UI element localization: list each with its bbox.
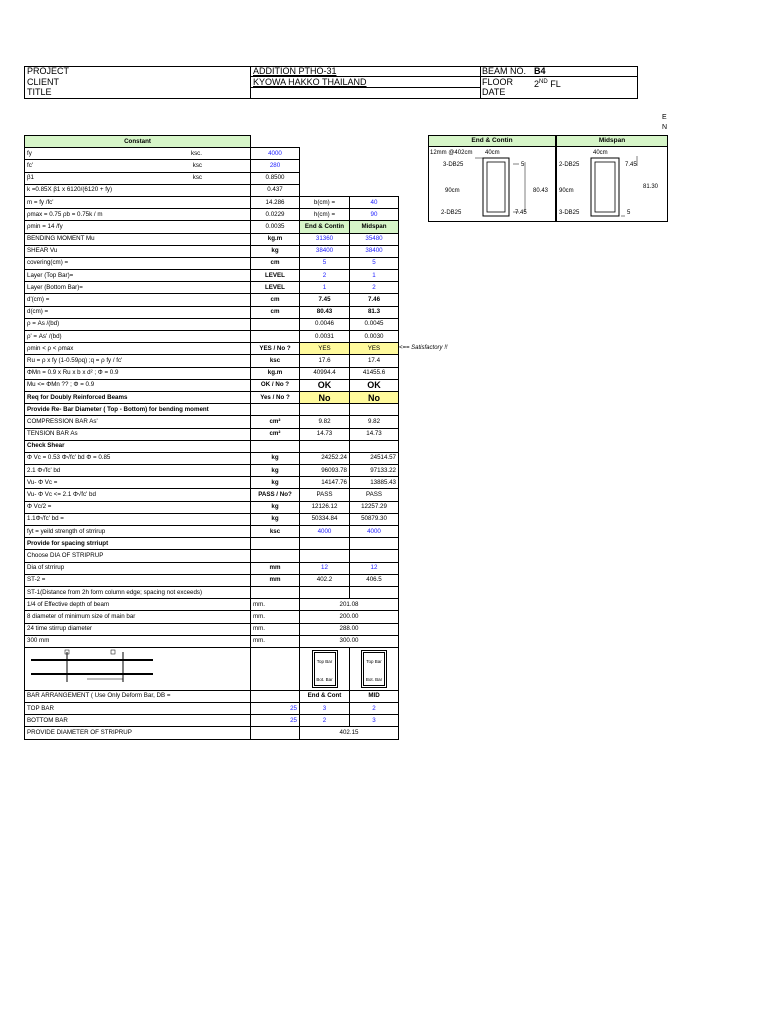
- calc-row: Choose DIA OF STRIPRUP: [25, 550, 399, 562]
- calc-row: SHEAR Vu kg 38400 38400: [25, 245, 399, 257]
- calc-row: 1.1Φ√fc' bd = kg 50334.84 50879.30: [25, 513, 399, 525]
- calc-row: Provide Re- Bar Diameter ( Top - Bottom) for bending moment: [25, 404, 399, 416]
- end-sketch-box: Top Bar Bot. Bar: [312, 650, 338, 688]
- mid-width-label: 40cm: [593, 150, 608, 156]
- beam-no-value: B4: [534, 66, 546, 76]
- mid-sketch-box: Top Bar Bot. Bar: [361, 650, 387, 688]
- design-sheet: [24, 135, 399, 740]
- title-label: TITLE: [27, 87, 52, 97]
- calc-row: ρmin < ρ < ρmax YES / No ? YES YES: [25, 343, 399, 355]
- bottom-bar-row: BOTTOM BAR 25 2 3: [25, 715, 399, 727]
- project-value: ADDITION PTHO-31: [253, 66, 337, 76]
- edge-text-2: N: [662, 124, 668, 131]
- end-top-bar-label: 3-DB25: [443, 162, 464, 168]
- st1-row: 300 mm mm. 300.00: [25, 635, 399, 647]
- end-stirrup-label: 12mm @402cm: [430, 150, 473, 156]
- calc-row: TENSION BAR As cm² 14.73 14.73: [25, 428, 399, 440]
- calc-row: Provide for spacing strriupt: [25, 538, 399, 550]
- calc-row: ST-1(Distance from 2h form column edge; spacing not exceeds): [25, 586, 399, 598]
- end-section-drawing: [429, 136, 557, 223]
- mid-top-bar-label: 2-DB25: [559, 162, 580, 168]
- calc-row: ΦMn = 0.9 x Ru x b x d² ; Φ = 0.9 kg.m 40994.4 41455.6: [25, 367, 399, 379]
- calc-row: Req for Doubly Reinforced Beams Yes / No ? No No: [25, 391, 399, 403]
- calc-row: Ru = ρ x fy (1-0.59ρq) ;q = ρ fy / fc' ksc 17.6 17.4: [25, 355, 399, 367]
- calc-row: Φ Vc = 0.53 Φ√fc' bd Φ = 0.85 kg 24252.24 24514.57: [25, 452, 399, 464]
- calc-row: BENDING MOMENT Mu kg.m 31360 35480: [25, 233, 399, 245]
- satisfactory-note: <== Satisfactory !!: [399, 344, 448, 351]
- st1-row: 8 diameter of minimum size of main bar mm. 200.00: [25, 611, 399, 623]
- calc-row: d(cm) = cm 80.43 81.3: [25, 306, 399, 318]
- edge-text-1: E: [662, 114, 667, 121]
- end-section-panel: [428, 135, 556, 222]
- constant-row: fy ksc. 4000: [25, 148, 399, 160]
- constant-row: k =0.85X β1 x 6120/(6120 + fy) 0.437: [25, 184, 399, 196]
- project-label: PROJECT: [27, 66, 70, 76]
- constant-row: ρmax = 0.75 ρb = 0.75k / m 0.0229 h(cm) = 90: [25, 209, 399, 221]
- calc-row: Layer (Top Bar)= LEVEL 2 1: [25, 270, 399, 282]
- beam-no-label: BEAM NO.: [482, 66, 527, 76]
- mid-cover-top: 7.45: [625, 162, 637, 168]
- calc-row: covering(cm) = cm 5 5: [25, 257, 399, 269]
- end-depth-label: 90cm: [445, 188, 460, 194]
- constant-row: fc' ksc 280: [25, 160, 399, 172]
- calc-row: Vu- Φ Vc = kg 14147.76 13885.43: [25, 477, 399, 489]
- calc-row: Dia of strrirup mm 12 12: [25, 562, 399, 574]
- calc-row: Vu- Φ Vc <= 2.1 Φ√fc' bd PASS / No? PASS PASS: [25, 489, 399, 501]
- calc-row: ρ = As /(bd) 0.0046 0.0045: [25, 318, 399, 330]
- end-section-title: End & Contin: [429, 136, 555, 147]
- midspan-section-panel: [556, 135, 668, 222]
- top-bar-row: TOP BAR 25 3 2: [25, 703, 399, 715]
- end-width-label: 40cm: [485, 150, 500, 156]
- midspan-section-title: Midspan: [557, 136, 667, 147]
- client-value: KYOWA HAKKO THAILAND: [253, 77, 367, 87]
- calc-row: 2.1 Φ√fc' bd kg 96093.78 97133.22: [25, 465, 399, 477]
- mid-bottom-bar-label: 3-DB25: [559, 210, 580, 216]
- end-cover-bottom: 7.45: [515, 210, 527, 216]
- floor-value: 2ND FL: [534, 79, 561, 89]
- client-label: CLIENT: [27, 77, 60, 87]
- calc-row: Mu <= ΦMn ?? ; Φ = 0.9 OK / No ? OK OK: [25, 379, 399, 391]
- end-d-label: 80.43: [533, 188, 549, 194]
- provide-stirrup-row: PROVIDE DIAMETER OF STRIPRUP 402.15: [25, 727, 399, 739]
- sketch-row: [25, 647, 399, 690]
- calc-row: ST-2 = mm 402.2 406.5: [25, 574, 399, 586]
- calc-row: COMPRESSION BAR As' cm² 9.82 9.82: [25, 416, 399, 428]
- mid-cover-bottom: 5: [627, 210, 631, 216]
- calc-row: ρ' = As' /(bd) 0.0031 0.0030: [25, 331, 399, 343]
- floor-label: FLOOR: [482, 77, 514, 87]
- constant-title: Constant: [25, 136, 251, 148]
- constant-row: β1 ksc 0.8500: [25, 172, 399, 184]
- date-label: DATE: [482, 87, 506, 97]
- end-bottom-bar-label: 2-DB25: [441, 210, 462, 216]
- st1-row: 24 time stirrup diameter mm. 288.00: [25, 623, 399, 635]
- st1-row: 1/4 of Effective depth of beam mm. 201.08: [25, 599, 399, 611]
- end-cover-top: 5: [521, 162, 525, 168]
- calc-row: d'(cm) = cm 7.45 7.46: [25, 294, 399, 306]
- calc-row: fyt = yeild strength of strrirup ksc 4000 4000: [25, 526, 399, 538]
- header-box: [24, 66, 638, 99]
- arrangement-header: BAR ARRANGEMENT ( Use Only Deform Bar, DB = End & Cont MID: [25, 690, 399, 702]
- stirrup-spacing-sketch: [27, 648, 157, 686]
- mid-section-drawing: [557, 136, 669, 223]
- constant-row: ρmin = 14 /fy 0.0035 End & Contin Midspan: [25, 221, 399, 233]
- constant-row: m = fy /fc' 14.286 b(cm) = 40: [25, 196, 399, 208]
- mid-d-label: 81.30: [643, 184, 659, 190]
- calc-row: Φ Vc/2 = kg 12126.12 12257.29: [25, 501, 399, 513]
- mid-depth-label: 90cm: [559, 188, 574, 194]
- calc-row: Layer (Bottom Bar)= LEVEL 1 2: [25, 282, 399, 294]
- calc-row: Check Shear: [25, 440, 399, 452]
